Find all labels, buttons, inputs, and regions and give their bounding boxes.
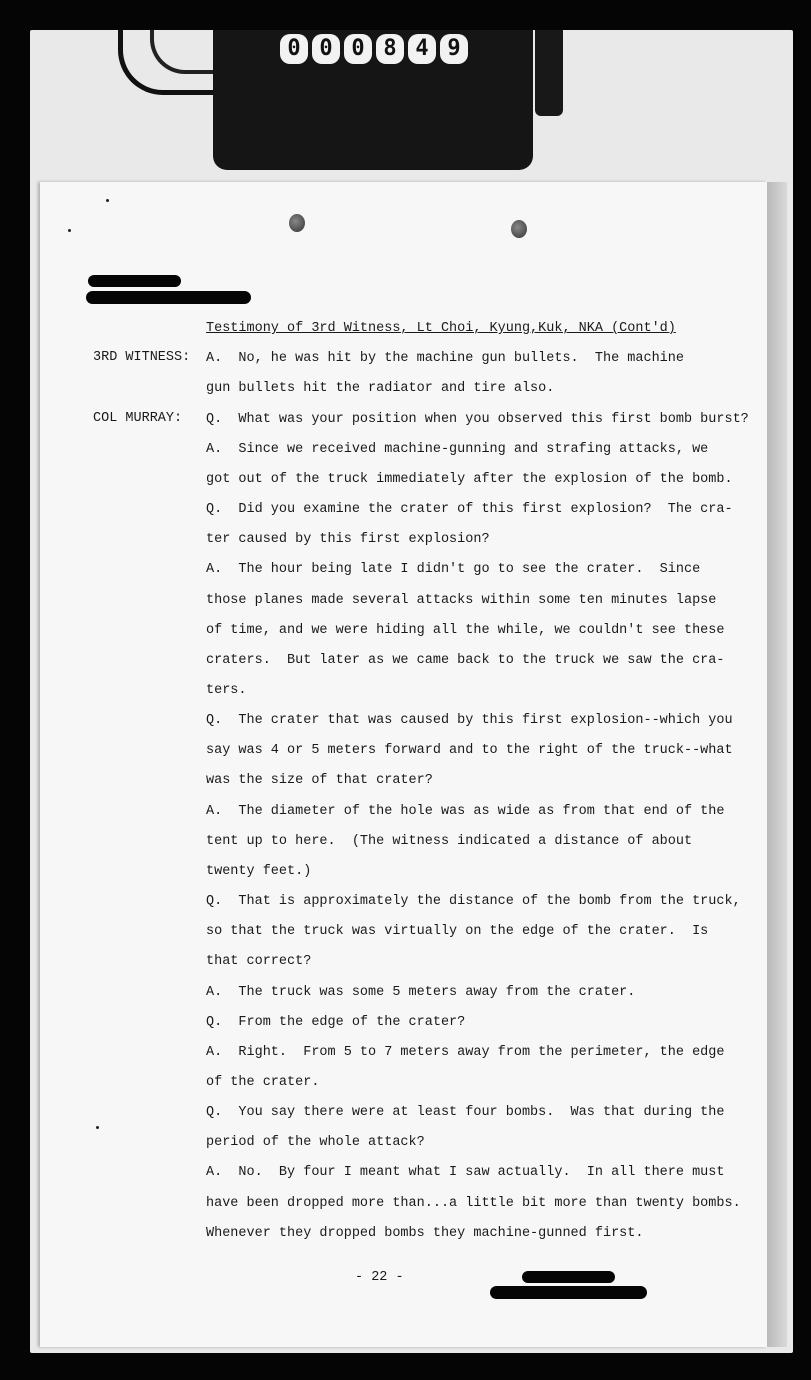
transcript-line: craters. But later as we came back to the truck we saw the cra- [206, 653, 725, 668]
transcript-line: Q. That is approximately the distance of the bomb from the truck, [206, 894, 741, 909]
scan-speck [96, 1126, 99, 1129]
frame-counter-digits [280, 34, 468, 66]
counter-digit: 0 [280, 34, 308, 64]
transcript-line: A. The hour being late I didn't go to see the crater. Since [206, 562, 701, 577]
redaction-bar [86, 291, 251, 304]
transcript-line: have been dropped more than...a little bit more than twenty bombs. [206, 1196, 741, 1211]
transcript-line: got out of the truck immediately after the explosion of the bomb. [206, 472, 733, 487]
redaction-bar [522, 1271, 615, 1283]
redaction-bar [88, 275, 181, 287]
transcript-line: A. No, he was hit by the machine gun bullets. The machine [206, 351, 684, 366]
transcript-line: A. Since we received machine-gunning and strafing attacks, we [206, 442, 709, 457]
counter-digit: 8 [376, 34, 404, 64]
transcript-line: period of the whole attack? [206, 1135, 425, 1150]
counter-digit: 0 [312, 34, 340, 64]
transcript-line: say was 4 or 5 meters forward and to the right of the truck--what [206, 743, 733, 758]
speaker-label: 3RD WITNESS: [93, 350, 191, 365]
scan-speck [68, 229, 71, 232]
punch-hole-left [289, 214, 305, 232]
page-number: - 22 - [355, 1270, 404, 1285]
transcript-line: A. No. By four I meant what I saw actually. In all there must [206, 1165, 725, 1180]
transcript-line: those planes made several attacks within some ten minutes lapse [206, 593, 717, 608]
transcript-line: twenty feet.) [206, 864, 312, 879]
transcript-line: Q. From the edge of the crater? [206, 1015, 466, 1030]
transcript-line: A. The truck was some 5 meters away from the crater. [206, 985, 636, 1000]
scan-speck [106, 199, 109, 202]
transcript-line: of time, and we were hiding all the while, we couldn't see these [206, 623, 725, 638]
transcript-line: A. The diameter of the hole was as wide as from that end of the [206, 804, 725, 819]
transcript-line: tent up to here. (The witness indicated a distance of about [206, 834, 693, 849]
redaction-bar [490, 1286, 647, 1299]
transcript-line: of the crater. [206, 1075, 320, 1090]
transcript-line: ter caused by this first explosion? [206, 532, 490, 547]
counter-digit: 4 [408, 34, 436, 64]
counter-digit: 0 [344, 34, 372, 64]
speaker-label: COL MURRAY: [93, 411, 183, 426]
transcript-line: ters. [206, 683, 247, 698]
page-edge-shadow [767, 182, 787, 1347]
counter-digit: 9 [440, 34, 468, 64]
transcript-line: that correct? [206, 954, 312, 969]
transcript-line: Q. Did you examine the crater of this first explosion? The cra- [206, 502, 733, 517]
transcript-line: was the size of that crater? [206, 773, 433, 788]
transcript-line: Q. The crater that was caused by this first explosion--which you [206, 713, 733, 728]
transcript-line: Whenever they dropped bombs they machine-gunned first. [206, 1226, 644, 1241]
transcript-line: so that the truck was virtually on the edge of the crater. Is [206, 924, 709, 939]
transcript-line: gun bullets hit the radiator and tire also. [206, 381, 555, 396]
transcript-line: Q. What was your position when you observed this first bomb burst? [206, 412, 749, 427]
transcript-line: A. Right. From 5 to 7 meters away from the perimeter, the edge [206, 1045, 725, 1060]
frame-counter-clamp [535, 30, 563, 116]
testimony-heading: Testimony of 3rd Witness, Lt Choi, Kyung,Kuk, NKA (Cont'd) [206, 321, 676, 336]
transcript-line: Q. You say there were at least four bombs. Was that during the [206, 1105, 725, 1120]
punch-hole-right [511, 220, 527, 238]
